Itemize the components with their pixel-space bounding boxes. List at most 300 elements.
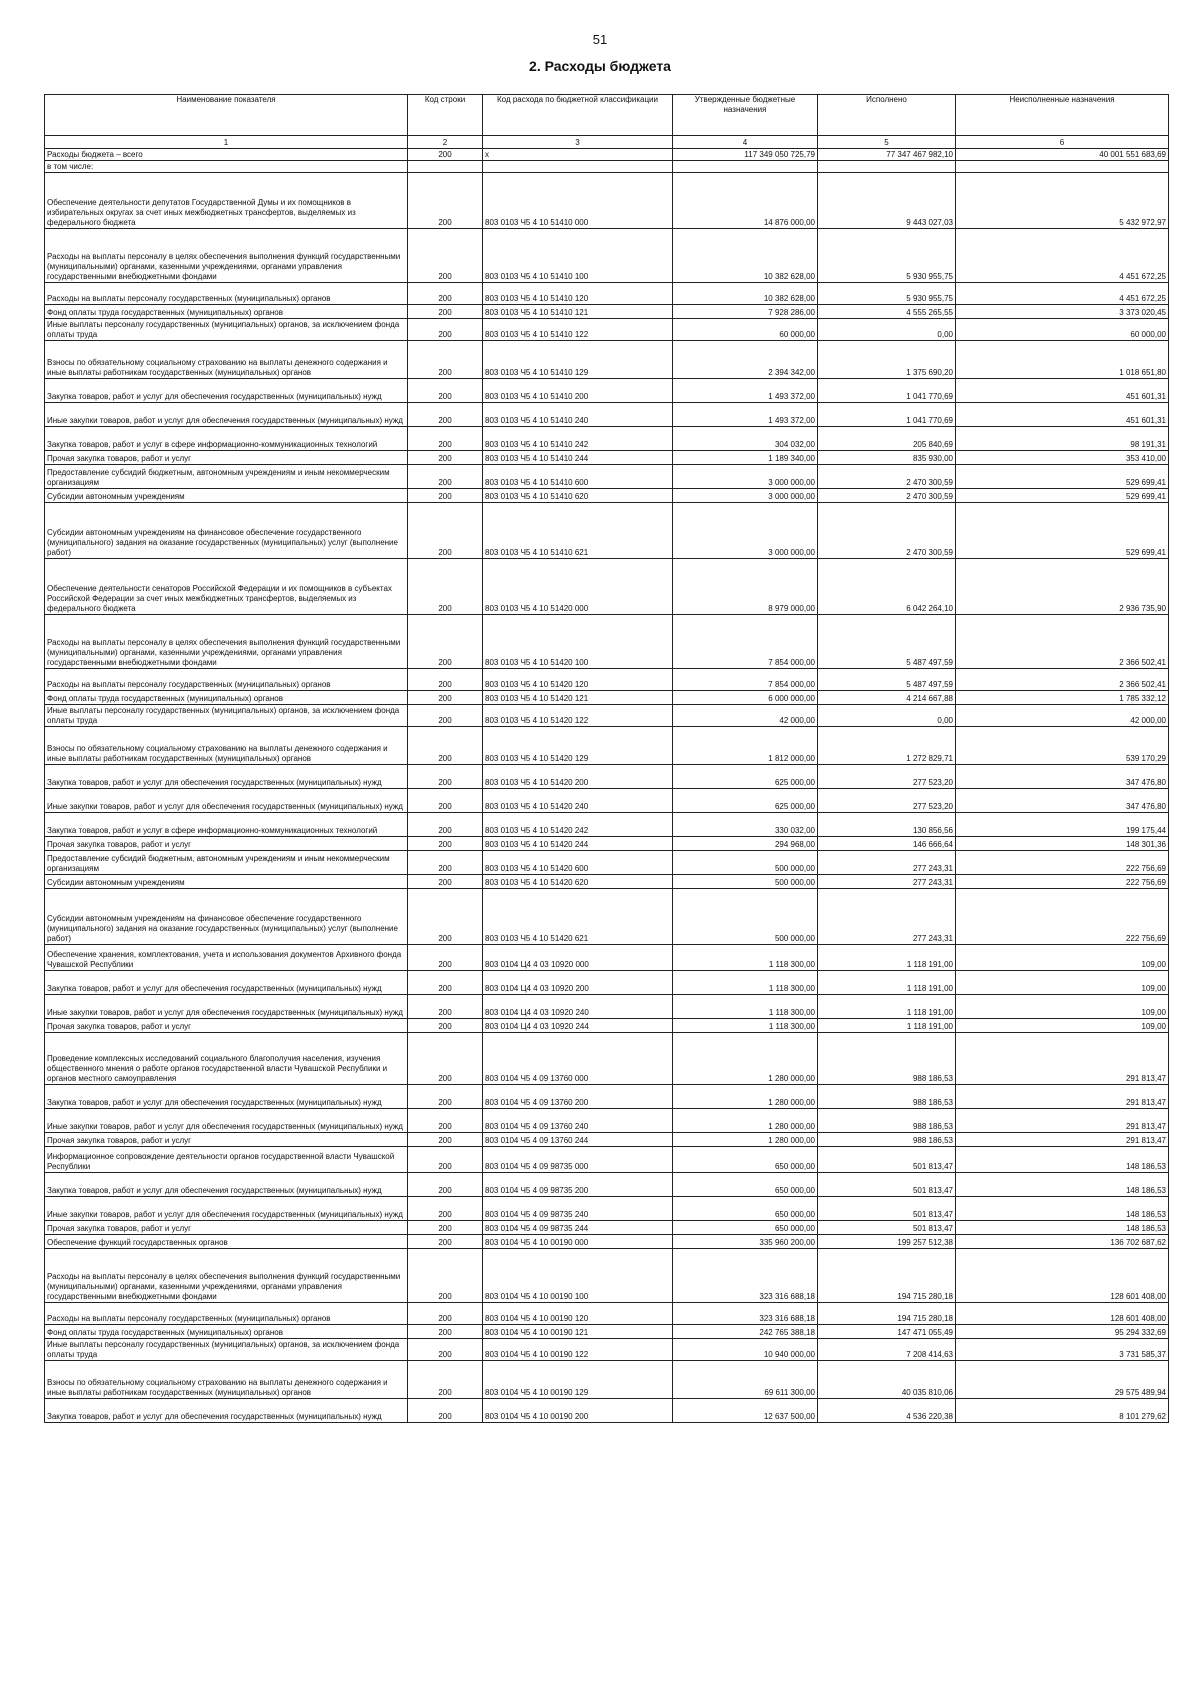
- cell-kbk: 803 0104 Ч5 4 10 00190 100: [483, 1249, 673, 1303]
- cell-name: Расходы на выплаты персоналу в целях обеспечения выполнения функций государственными (муниципальными) органами, казенными учреждениями, органами управления государственными внебюджетными фондами: [45, 229, 408, 283]
- cell-kbk: 803 0104 Ч5 4 09 98735 200: [483, 1173, 673, 1197]
- table-row: [45, 691, 1169, 705]
- table-row: [45, 669, 1169, 691]
- cell-executed: 277 523,20: [818, 765, 956, 789]
- table-row: [45, 489, 1169, 503]
- cell-unexecuted: 2 936 735,90: [956, 559, 1169, 615]
- cell-executed: 0,00: [818, 705, 956, 727]
- cell-unexecuted: 2 366 502,41: [956, 615, 1169, 669]
- cell-executed: 194 715 280,18: [818, 1249, 956, 1303]
- cell-kbk: 803 0104 Ч5 4 10 00190 121: [483, 1325, 673, 1339]
- table-row: [45, 503, 1169, 559]
- cell-executed: 1 041 770,69: [818, 379, 956, 403]
- table-row: [45, 379, 1169, 403]
- cell-unexecuted: 353 410,00: [956, 451, 1169, 465]
- table-row: [45, 403, 1169, 427]
- cell-kbk: 803 0103 Ч5 4 10 51410 122: [483, 319, 673, 341]
- cell-name: Обеспечение деятельности сенаторов Российской Федерации и их помощников в субъектах Российской Федерации за счет иных межбюджетных трансфертов, выделяемых из федерального бюджета: [45, 559, 408, 615]
- cell-unexecuted: 1 018 651,80: [956, 341, 1169, 379]
- cell-executed: 77 347 467 982,10: [818, 149, 956, 161]
- cell-code: 200: [408, 705, 483, 727]
- table-row: [45, 971, 1169, 995]
- cell-code: 200: [408, 727, 483, 765]
- table-row: [45, 173, 1169, 229]
- cell-name: Иные закупки товаров, работ и услуг для обеспечения государственных (муниципальных) нужд: [45, 1197, 408, 1221]
- cell-name: Взносы по обязательному социальному страхованию на выплаты денежного содержания и иные выплаты работникам государственных (муниципальных) органов: [45, 341, 408, 379]
- cell-approved: 1 118 300,00: [673, 995, 818, 1019]
- cell-name: Обеспечение хранения, комплектования, учета и использования документов Архивного фонда Чувашской Республики: [45, 945, 408, 971]
- cell-unexecuted: 529 699,41: [956, 503, 1169, 559]
- cell-unexecuted: 95 294 332,69: [956, 1325, 1169, 1339]
- cell-unexecuted: 199 175,44: [956, 813, 1169, 837]
- cell-code: 200: [408, 1303, 483, 1325]
- cell-kbk: 803 0104 Ц4 4 03 10920 200: [483, 971, 673, 995]
- cell-name: Информационное сопровождение деятельности органов государственной власти Чувашской Республики: [45, 1147, 408, 1173]
- cell-code: 200: [408, 379, 483, 403]
- cell-approved: [673, 161, 818, 173]
- column-number: 5: [818, 136, 956, 149]
- table-row: [45, 283, 1169, 305]
- cell-executed: 501 813,47: [818, 1173, 956, 1197]
- header-approved: Утвержденные бюджетные назначения: [673, 95, 818, 136]
- cell-name: Иные закупки товаров, работ и услуг для обеспечения государственных (муниципальных) нужд: [45, 995, 408, 1019]
- table-row: [45, 1221, 1169, 1235]
- cell-kbk: 803 0103 Ч5 4 10 51410 129: [483, 341, 673, 379]
- cell-kbk: 803 0103 Ч5 4 10 51410 621: [483, 503, 673, 559]
- cell-kbk: 803 0104 Ч5 4 10 00190 000: [483, 1235, 673, 1249]
- cell-code: 200: [408, 1221, 483, 1235]
- cell-executed: [818, 161, 956, 173]
- cell-kbk: 803 0103 Ч5 4 10 51410 244: [483, 451, 673, 465]
- cell-approved: 69 611 300,00: [673, 1361, 818, 1399]
- cell-executed: 130 856,56: [818, 813, 956, 837]
- cell-code: 200: [408, 1033, 483, 1085]
- cell-unexecuted: 109,00: [956, 945, 1169, 971]
- cell-name: Закупка товаров, работ и услуг в сфере информационно-коммуникационных технологий: [45, 427, 408, 451]
- cell-code: 200: [408, 559, 483, 615]
- cell-code: 200: [408, 229, 483, 283]
- cell-code: 200: [408, 889, 483, 945]
- cell-code: 200: [408, 427, 483, 451]
- cell-kbk: 803 0103 Ч5 4 10 51410 242: [483, 427, 673, 451]
- cell-approved: 500 000,00: [673, 889, 818, 945]
- cell-unexecuted: 222 756,69: [956, 875, 1169, 889]
- cell-executed: 988 186,53: [818, 1033, 956, 1085]
- cell-unexecuted: 128 601 408,00: [956, 1249, 1169, 1303]
- cell-kbk: 803 0104 Ч5 4 10 00190 122: [483, 1339, 673, 1361]
- table-row: [45, 889, 1169, 945]
- cell-approved: 500 000,00: [673, 875, 818, 889]
- cell-unexecuted: 539 170,29: [956, 727, 1169, 765]
- cell-unexecuted: 222 756,69: [956, 889, 1169, 945]
- cell-executed: 988 186,53: [818, 1109, 956, 1133]
- cell-code: 200: [408, 765, 483, 789]
- cell-executed: 205 840,69: [818, 427, 956, 451]
- cell-code: 200: [408, 837, 483, 851]
- cell-code: 200: [408, 875, 483, 889]
- cell-executed: 194 715 280,18: [818, 1303, 956, 1325]
- cell-approved: 10 382 628,00: [673, 283, 818, 305]
- cell-name: Обеспечение деятельности депутатов Государственной Думы и их помощников в избирательных округах за счет иных межбюджетных трансфертов, выделяемых из федерального бюджета: [45, 173, 408, 229]
- cell-approved: 8 979 000,00: [673, 559, 818, 615]
- cell-executed: 277 243,31: [818, 875, 956, 889]
- cell-unexecuted: 529 699,41: [956, 465, 1169, 489]
- cell-executed: 6 042 264,10: [818, 559, 956, 615]
- cell-approved: 650 000,00: [673, 1197, 818, 1221]
- cell-executed: 146 666,64: [818, 837, 956, 851]
- cell-kbk: 803 0103 Ч5 4 10 51420 129: [483, 727, 673, 765]
- column-number: 2: [408, 136, 483, 149]
- cell-unexecuted: 5 432 972,97: [956, 173, 1169, 229]
- cell-approved: 625 000,00: [673, 765, 818, 789]
- table-row: [45, 1019, 1169, 1033]
- table-row: [45, 1339, 1169, 1361]
- cell-unexecuted: 8 101 279,62: [956, 1399, 1169, 1423]
- cell-approved: 3 000 000,00: [673, 465, 818, 489]
- cell-unexecuted: 98 191,31: [956, 427, 1169, 451]
- cell-executed: 277 243,31: [818, 889, 956, 945]
- cell-approved: 1 280 000,00: [673, 1085, 818, 1109]
- cell-name: Прочая закупка товаров, работ и услуг: [45, 1221, 408, 1235]
- cell-unexecuted: 148 301,36: [956, 837, 1169, 851]
- column-number: 3: [483, 136, 673, 149]
- cell-unexecuted: 128 601 408,00: [956, 1303, 1169, 1325]
- cell-executed: 4 536 220,38: [818, 1399, 956, 1423]
- cell-unexecuted: 1 785 332,12: [956, 691, 1169, 705]
- cell-code: 200: [408, 995, 483, 1019]
- cell-executed: 501 813,47: [818, 1197, 956, 1221]
- cell-unexecuted: 4 451 672,25: [956, 229, 1169, 283]
- cell-unexecuted: 40 001 551 683,69: [956, 149, 1169, 161]
- cell-unexecuted: 109,00: [956, 995, 1169, 1019]
- table-row: [45, 451, 1169, 465]
- cell-unexecuted: 4 451 672,25: [956, 283, 1169, 305]
- cell-approved: 335 960 200,00: [673, 1235, 818, 1249]
- cell-code: 200: [408, 1173, 483, 1197]
- cell-approved: 1 280 000,00: [673, 1109, 818, 1133]
- header-name: Наименование показателя: [45, 95, 408, 136]
- cell-code: 200: [408, 1085, 483, 1109]
- cell-kbk: 803 0104 Ч5 4 10 00190 129: [483, 1361, 673, 1399]
- expenses-table: [44, 94, 1169, 1423]
- cell-code: 200: [408, 1325, 483, 1339]
- cell-executed: 1 118 191,00: [818, 995, 956, 1019]
- cell-approved: 650 000,00: [673, 1221, 818, 1235]
- cell-executed: 277 243,31: [818, 851, 956, 875]
- cell-name: Субсидии автономным учреждениям на финансовое обеспечение государственного (муниципального) задания на оказание государственных (муниципальных) услуг (выполнение работ): [45, 503, 408, 559]
- cell-executed: 501 813,47: [818, 1147, 956, 1173]
- cell-name: Закупка товаров, работ и услуг для обеспечения государственных (муниципальных) нужд: [45, 765, 408, 789]
- cell-name: Прочая закупка товаров, работ и услуг: [45, 837, 408, 851]
- table-row: [45, 945, 1169, 971]
- table-row: [45, 705, 1169, 727]
- cell-name: Закупка товаров, работ и услуг в сфере информационно-коммуникационных технологий: [45, 813, 408, 837]
- cell-approved: 10 940 000,00: [673, 1339, 818, 1361]
- table-row: [45, 837, 1169, 851]
- cell-name: Фонд оплаты труда государственных (муниципальных) органов: [45, 691, 408, 705]
- cell-approved: 3 000 000,00: [673, 489, 818, 503]
- cell-executed: 199 257 512,38: [818, 1235, 956, 1249]
- cell-executed: 2 470 300,59: [818, 489, 956, 503]
- cell-name: Субсидии автономным учреждениям: [45, 489, 408, 503]
- cell-code: 200: [408, 341, 483, 379]
- cell-approved: 1 280 000,00: [673, 1033, 818, 1085]
- cell-name: Фонд оплаты труда государственных (муниципальных) органов: [45, 1325, 408, 1339]
- header-unexecuted: Неисполненные назначения: [956, 95, 1169, 136]
- table-row: [45, 851, 1169, 875]
- cell-kbk: 803 0103 Ч5 4 10 51420 240: [483, 789, 673, 813]
- cell-kbk: 803 0104 Ч5 4 10 00190 200: [483, 1399, 673, 1423]
- cell-code: 200: [408, 451, 483, 465]
- table-row: [45, 1133, 1169, 1147]
- cell-approved: 1 493 372,00: [673, 379, 818, 403]
- cell-kbk: 803 0104 Ч5 4 09 98735 000: [483, 1147, 673, 1173]
- cell-name: Проведение комплексных исследований социального благополучия населения, изучения общественного мнения о работе органов государственной власти Чувашской Республики и органов местного самоуправления: [45, 1033, 408, 1085]
- cell-unexecuted: 136 702 687,62: [956, 1235, 1169, 1249]
- cell-executed: 1 118 191,00: [818, 971, 956, 995]
- cell-approved: 7 928 286,00: [673, 305, 818, 319]
- cell-kbk: х: [483, 149, 673, 161]
- cell-name: Предоставление субсидий бюджетным, автономным учреждениям и иным некоммерческим организациям: [45, 465, 408, 489]
- cell-approved: 6 000 000,00: [673, 691, 818, 705]
- cell-approved: 60 000,00: [673, 319, 818, 341]
- cell-executed: 501 813,47: [818, 1221, 956, 1235]
- cell-code: 200: [408, 465, 483, 489]
- cell-approved: 1 812 000,00: [673, 727, 818, 765]
- cell-code: 200: [408, 1235, 483, 1249]
- cell-executed: 40 035 810,06: [818, 1361, 956, 1399]
- cell-kbk: 803 0103 Ч5 4 10 51420 000: [483, 559, 673, 615]
- cell-code: 200: [408, 669, 483, 691]
- cell-unexecuted: 291 813,47: [956, 1033, 1169, 1085]
- cell-kbk: 803 0103 Ч5 4 10 51410 120: [483, 283, 673, 305]
- table-row: [45, 1085, 1169, 1109]
- table-row: [45, 465, 1169, 489]
- cell-code: 200: [408, 813, 483, 837]
- table-row: [45, 615, 1169, 669]
- column-number: 6: [956, 136, 1169, 149]
- cell-approved: 42 000,00: [673, 705, 818, 727]
- table-row: [45, 319, 1169, 341]
- cell-approved: 500 000,00: [673, 851, 818, 875]
- cell-name: Закупка товаров, работ и услуг для обеспечения государственных (муниципальных) нужд: [45, 1399, 408, 1423]
- cell-name: Расходы на выплаты персоналу государственных (муниципальных) органов: [45, 283, 408, 305]
- header-row: [45, 95, 1169, 136]
- table-row: [45, 1361, 1169, 1399]
- cell-name: Иные закупки товаров, работ и услуг для обеспечения государственных (муниципальных) нужд: [45, 789, 408, 813]
- table-row: [45, 875, 1169, 889]
- cell-unexecuted: 451 601,31: [956, 379, 1169, 403]
- header-executed: Исполнено: [818, 95, 956, 136]
- cell-kbk: 803 0103 Ч5 4 10 51420 122: [483, 705, 673, 727]
- table-row: [45, 1303, 1169, 1325]
- cell-executed: 1 118 191,00: [818, 945, 956, 971]
- cell-kbk: 803 0104 Ч5 4 10 00190 120: [483, 1303, 673, 1325]
- cell-code: 200: [408, 1339, 483, 1361]
- cell-approved: 330 032,00: [673, 813, 818, 837]
- table-row: [45, 427, 1169, 451]
- cell-executed: 9 443 027,03: [818, 173, 956, 229]
- cell-kbk: 803 0103 Ч5 4 10 51420 620: [483, 875, 673, 889]
- cell-kbk: 803 0104 Ц4 4 03 10920 240: [483, 995, 673, 1019]
- cell-name: Предоставление субсидий бюджетным, автономным учреждениям и иным некоммерческим организациям: [45, 851, 408, 875]
- cell-approved: 1 118 300,00: [673, 971, 818, 995]
- cell-code: 200: [408, 1109, 483, 1133]
- table-row: [45, 149, 1169, 161]
- cell-kbk: 803 0103 Ч5 4 10 51420 200: [483, 765, 673, 789]
- cell-kbk: 803 0103 Ч5 4 10 51410 121: [483, 305, 673, 319]
- cell-approved: 117 349 050 725,79: [673, 149, 818, 161]
- cell-code: [408, 161, 483, 173]
- cell-approved: 304 032,00: [673, 427, 818, 451]
- cell-executed: 4 555 265,55: [818, 305, 956, 319]
- cell-name: Прочая закупка товаров, работ и услуг: [45, 1019, 408, 1033]
- table-row: [45, 559, 1169, 615]
- cell-kbk: 803 0103 Ч5 4 10 51420 600: [483, 851, 673, 875]
- cell-name: Закупка товаров, работ и услуг для обеспечения государственных (муниципальных) нужд: [45, 379, 408, 403]
- cell-name: Закупка товаров, работ и услуг для обеспечения государственных (муниципальных) нужд: [45, 971, 408, 995]
- cell-executed: 277 523,20: [818, 789, 956, 813]
- table-row: [45, 1109, 1169, 1133]
- cell-name: Субсидии автономным учреждениям: [45, 875, 408, 889]
- cell-kbk: 803 0104 Ц4 4 03 10920 244: [483, 1019, 673, 1033]
- table-row: [45, 1235, 1169, 1249]
- table-row: [45, 765, 1169, 789]
- column-number: 1: [45, 136, 408, 149]
- cell-executed: 5 487 497,59: [818, 615, 956, 669]
- cell-unexecuted: [956, 161, 1169, 173]
- cell-code: 200: [408, 1133, 483, 1147]
- page-number: 51: [592, 32, 608, 47]
- cell-code: 200: [408, 851, 483, 875]
- cell-name: Иные выплаты персоналу государственных (муниципальных) органов, за исключением фонда оплаты труда: [45, 319, 408, 341]
- cell-unexecuted: 222 756,69: [956, 851, 1169, 875]
- cell-kbk: 803 0103 Ч5 4 10 51410 100: [483, 229, 673, 283]
- cell-approved: 12 637 500,00: [673, 1399, 818, 1423]
- cell-name: Иные выплаты персоналу государственных (муниципальных) органов, за исключением фонда оплаты труда: [45, 705, 408, 727]
- header-line-code: Код строки: [408, 95, 483, 136]
- cell-code: 200: [408, 503, 483, 559]
- cell-name: Закупка товаров, работ и услуг для обеспечения государственных (муниципальных) нужд: [45, 1085, 408, 1109]
- cell-unexecuted: 3 731 585,37: [956, 1339, 1169, 1361]
- cell-unexecuted: 148 186,53: [956, 1147, 1169, 1173]
- cell-code: 200: [408, 305, 483, 319]
- table-row: [45, 1399, 1169, 1423]
- column-number: 4: [673, 136, 818, 149]
- cell-approved: 650 000,00: [673, 1173, 818, 1197]
- cell-executed: 988 186,53: [818, 1133, 956, 1147]
- cell-unexecuted: 109,00: [956, 971, 1169, 995]
- cell-approved: 1 118 300,00: [673, 1019, 818, 1033]
- cell-name: Расходы бюджета – всего: [45, 149, 408, 161]
- cell-code: 200: [408, 1399, 483, 1423]
- table-row: [45, 1197, 1169, 1221]
- cell-approved: 323 316 688,18: [673, 1249, 818, 1303]
- table-row: [45, 789, 1169, 813]
- cell-executed: 2 470 300,59: [818, 465, 956, 489]
- cell-approved: 294 968,00: [673, 837, 818, 851]
- cell-kbk: 803 0103 Ч5 4 10 51420 242: [483, 813, 673, 837]
- cell-approved: 7 854 000,00: [673, 669, 818, 691]
- cell-approved: 14 876 000,00: [673, 173, 818, 229]
- cell-approved: 242 765 388,18: [673, 1325, 818, 1339]
- cell-name: Закупка товаров, работ и услуг для обеспечения государственных (муниципальных) нужд: [45, 1173, 408, 1197]
- cell-approved: 2 394 342,00: [673, 341, 818, 379]
- cell-executed: 0,00: [818, 319, 956, 341]
- cell-unexecuted: 3 373 020,45: [956, 305, 1169, 319]
- cell-approved: 7 854 000,00: [673, 615, 818, 669]
- table-row: [45, 727, 1169, 765]
- cell-code: 200: [408, 149, 483, 161]
- cell-unexecuted: 291 813,47: [956, 1109, 1169, 1133]
- cell-executed: 835 930,00: [818, 451, 956, 465]
- cell-code: 200: [408, 1249, 483, 1303]
- cell-kbk: 803 0103 Ч5 4 10 51410 240: [483, 403, 673, 427]
- cell-unexecuted: 529 699,41: [956, 489, 1169, 503]
- cell-kbk: 803 0103 Ч5 4 10 51420 121: [483, 691, 673, 705]
- cell-code: 200: [408, 173, 483, 229]
- table-row: [45, 161, 1169, 173]
- cell-name: Расходы на выплаты персоналу в целях обеспечения выполнения функций государственными (муниципальными) органами, казенными учреждениями, органами управления государственными внебюджетными фондами: [45, 615, 408, 669]
- cell-unexecuted: 2 366 502,41: [956, 669, 1169, 691]
- header-kbk: Код расхода по бюджетной классификации: [483, 95, 673, 136]
- table-row: [45, 1173, 1169, 1197]
- cell-approved: 3 000 000,00: [673, 503, 818, 559]
- table-row: [45, 1325, 1169, 1339]
- cell-unexecuted: 291 813,47: [956, 1133, 1169, 1147]
- cell-kbk: 803 0104 Ч5 4 09 13760 000: [483, 1033, 673, 1085]
- cell-approved: 1 118 300,00: [673, 945, 818, 971]
- cell-name: Субсидии автономным учреждениям на финансовое обеспечение государственного (муниципального) задания на оказание государственных (муниципальных) услуг (выполнение работ): [45, 889, 408, 945]
- cell-code: 200: [408, 1361, 483, 1399]
- cell-executed: 7 208 414,63: [818, 1339, 956, 1361]
- cell-kbk: 803 0103 Ч5 4 10 51420 621: [483, 889, 673, 945]
- cell-approved: 1 280 000,00: [673, 1133, 818, 1147]
- cell-approved: 650 000,00: [673, 1147, 818, 1173]
- cell-name: в том числе:: [45, 161, 408, 173]
- cell-unexecuted: 60 000,00: [956, 319, 1169, 341]
- table-row: [45, 1033, 1169, 1085]
- cell-executed: 2 470 300,59: [818, 503, 956, 559]
- cell-kbk: 803 0104 Ч5 4 09 98735 240: [483, 1197, 673, 1221]
- cell-code: 200: [408, 319, 483, 341]
- cell-approved: 1 493 372,00: [673, 403, 818, 427]
- cell-name: Прочая закупка товаров, работ и услуг: [45, 1133, 408, 1147]
- cell-unexecuted: 148 186,53: [956, 1173, 1169, 1197]
- cell-kbk: 803 0103 Ч5 4 10 51410 600: [483, 465, 673, 489]
- table-row: [45, 1147, 1169, 1173]
- cell-approved: 625 000,00: [673, 789, 818, 813]
- cell-name: Расходы на выплаты персоналу государственных (муниципальных) органов: [45, 1303, 408, 1325]
- cell-unexecuted: 29 575 489,94: [956, 1361, 1169, 1399]
- cell-kbk: 803 0104 Ч5 4 09 13760 244: [483, 1133, 673, 1147]
- cell-kbk: 803 0104 Ч5 4 09 13760 200: [483, 1085, 673, 1109]
- cell-executed: 1 041 770,69: [818, 403, 956, 427]
- cell-approved: 323 316 688,18: [673, 1303, 818, 1325]
- cell-name: Расходы на выплаты персоналу государственных (муниципальных) органов: [45, 669, 408, 691]
- cell-code: 200: [408, 691, 483, 705]
- cell-name: Прочая закупка товаров, работ и услуг: [45, 451, 408, 465]
- cell-kbk: 803 0103 Ч5 4 10 51420 244: [483, 837, 673, 851]
- cell-code: 200: [408, 1197, 483, 1221]
- cell-code: 200: [408, 1147, 483, 1173]
- cell-unexecuted: 347 476,80: [956, 789, 1169, 813]
- cell-name: Фонд оплаты труда государственных (муниципальных) органов: [45, 305, 408, 319]
- cell-code: 200: [408, 489, 483, 503]
- cell-executed: 1 375 690,20: [818, 341, 956, 379]
- column-number-row: [45, 136, 1169, 149]
- page-title: 2. Расходы бюджета: [529, 58, 671, 74]
